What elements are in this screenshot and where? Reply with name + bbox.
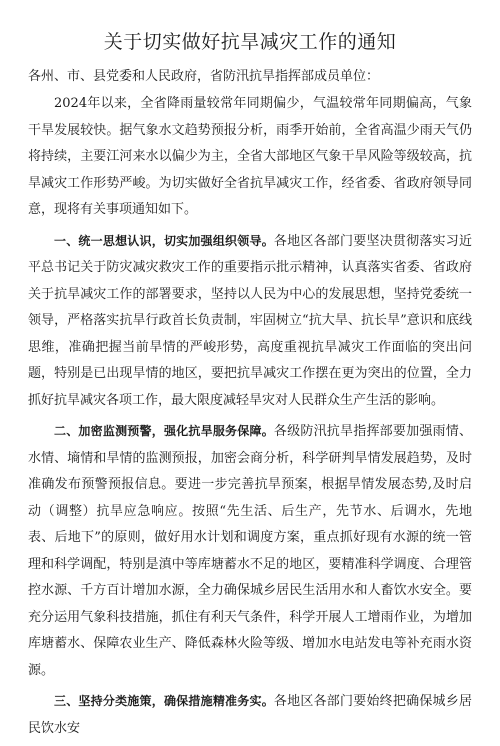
paragraph-text: 各地区各部门要坚决贯彻落实习近平总书记关于防灾减灾救灾工作的重要指示批示精神，认真落实省委、省政府关于抗旱减灾工作的部署要求，坚持以人民为中心的发展思想，坚持党委统一领导，严格落实抗旱行政首长负责制，牢固树立“抗大旱、抗长旱”意识和底线思维，准确把握当前旱情的严峻形势，高度重视抗旱减灾工作面临的突出问题，特别是已出现旱情的地区，要把抗旱减灾工作摆在更为突出的位置，全力抓好抗旱减灾各项工作，最大限度减轻旱灾对人民群众生产生活的影响。: [28, 233, 472, 408]
paragraph-section-1: [28, 228, 472, 415]
salutation: 各州、市、县党委和人民政府，省防汛抗旱指挥部成员单位：: [28, 69, 380, 84]
document-title: 关于切实做好抗旱减灾工作的通知: [103, 31, 397, 53]
paragraph-text: 2024年以来，全省降雨量较常年同期偏少，气温较常年同期偏高，气象干旱发展较快。据气象水文趋势预报分析，雨季开始前，全省高温少雨天气仍将持续，主要江河来水以偏少为主，全省大部地区气象干旱风险等级较高，抗旱减灾工作形势严峻。为切实做好全省抗旱减灾工作，经省委、省政府领导同意，现将有关事项通知如下。: [28, 96, 472, 217]
paragraph-section-2: [28, 418, 472, 684]
paragraph-text: 各地区各部门要始终把确保城乡居民饮水安: [28, 694, 472, 736]
paragraph-section-3: [28, 688, 472, 742]
section-heading-2: 二、加密监测预警，强化抗旱服务保障。: [54, 424, 274, 438]
section-heading-1: 一、统一思想认识，切实加强组织领导。: [54, 233, 274, 248]
section-heading-3: 三、坚持分类施策，确保措施精准务实。: [54, 694, 274, 708]
document-page: [28, 30, 472, 746]
paragraph-intro: [28, 90, 472, 224]
paragraph-text: 各级防汛抗旱指挥部要加强雨情、水情、墒情和旱情的监测预报，加密会商分析，科学研判旱情发展趋势，及时准确发布预警预报信息。要进一步完善抗旱预案，根据旱情发展态势,及时启动（调整）抗旱应急响应。按照“先生活、后生产，先节水、后调水，先地表、后地下”的原则，做好用水计划和调度方案，重点抓好现有水源的统一管理和科学调配，特别是滇中等库塘蓄水不足的地区，要精准科学调度、合理管控水源、千方百计增加水源，全力确保城乡居民生活用水和人畜饮水安全。要充分运用气象科技措施，抓住有利天气条件，科学开展人工增雨作业，为增加库塘蓄水、保障农业生产、降低森林火险等级、增加水电站发电等补充雨水资源。: [28, 424, 472, 678]
